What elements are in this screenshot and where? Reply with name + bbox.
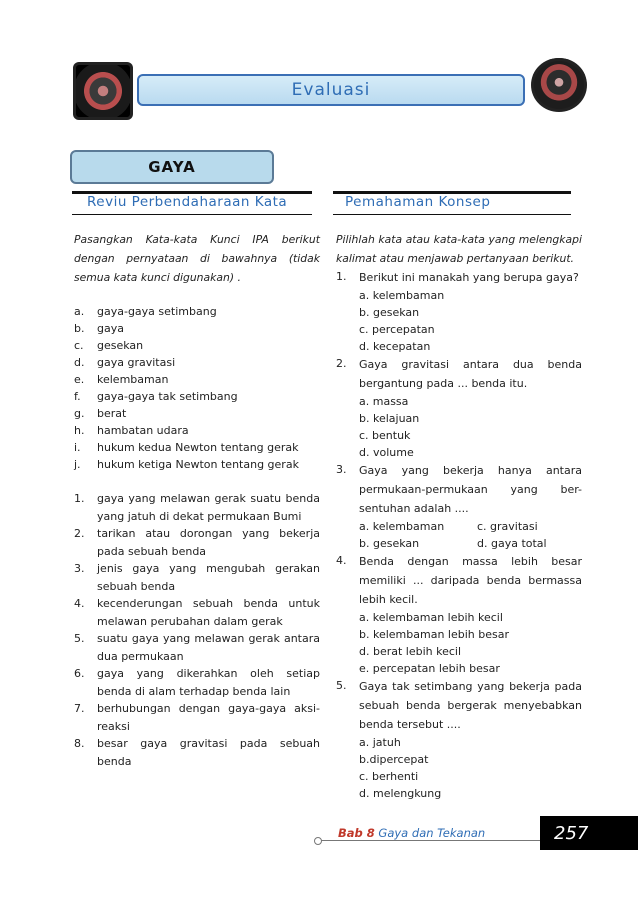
list-item: 8. besar gaya gravitasi pada sebuah benda [74,737,320,768]
list-item: c. gesekan [74,339,144,352]
option: b. gesekan [359,537,420,550]
list-item: i. hukum kedua Newton tentang gerak [74,441,299,454]
option: c. gravitasi [477,520,538,533]
footer-dot-icon [314,837,322,845]
page-number-box [540,816,638,850]
option: d. volume [359,446,414,459]
list-item: 4. kecenderungan sebuah benda untuk melawan perubahan dalam gerak [74,597,320,628]
list-item: 6. gaya yang dikerahkan oleh setiap benda di alam terhadap benda lain [74,667,320,698]
right-intro: Pilihlah kata atau kata-kata yang melengkapi kalimat atau menjawab pertanyaan berikut. [336,233,582,265]
option: b. kelembaman lebih besar [359,628,509,641]
option: b. kelajuan [359,412,420,425]
question-item: 3. Gaya yang bekerja hanya antara permukaan-permukaan yang ber-sentuhan adalah .... a. kelembaman c. gravitasi b. gesekan d. gaya total [336,461,582,552]
list-item: b. gaya [74,322,124,335]
option: d. berat lebih kecil [359,645,462,658]
option: a. kelembaman lebih kecil [359,611,503,624]
option: d. kecepatan [359,340,431,353]
option: a. kelembaman [359,289,445,302]
option: c. bentuk [359,429,411,442]
footer-rule [318,840,540,841]
footer-chapter [338,826,485,840]
list-item: a. gaya-gaya setimbang [74,305,217,318]
gear-logo-left-icon [73,62,133,120]
list-item: d. gaya gravitasi [74,356,176,369]
list-item: 1. gaya yang melawan gerak suatu benda yang jatuh di dekat permukaan Bumi [74,492,320,523]
option: b. gesekan [359,306,420,319]
questions-list [336,268,582,802]
list-item: j. hukum ketiga Newton tentang gerak [74,458,299,471]
option: d. melengkung [359,787,442,800]
gear-logo-right-icon [531,58,587,112]
question-item: 4. Benda dengan massa lebih besar memiliki ... daripada benda bermassa lebih kecil. a. kelembaman lebih kecil b. kelembaman lebih besar d. berat lebih kecil e. percepatan lebih besar [336,554,582,675]
right-heading-rule-bottom [333,214,571,215]
list-item: h. hambatan udara [74,424,189,437]
right-section-heading: Pemahaman Konsep [345,194,491,210]
list-item: 7. berhubungan dengan gaya-gaya aksi-reaksi [74,702,320,733]
list-item: 2. tarikan atau dorongan yang bekerja pada sebuah benda [74,527,320,558]
question-item: 2. Gaya gravitasi antara dua benda bergantung pada ... benda itu. a. massa b. kelajuan c. bentuk d. volume [336,357,582,459]
left-heading-rule-bottom [72,214,312,215]
option: c. percepatan [359,323,435,336]
list-item: 5. suatu gaya yang melawan gerak antara dua permukaan [74,632,320,663]
left-heading-rule-top [72,191,312,194]
list-item: g. berat [74,407,127,420]
definitions-list [74,490,320,770]
list-item: e. kelembaman [74,373,169,386]
evaluasi-banner [137,74,525,106]
right-heading-rule-top [333,191,571,194]
left-section-heading: Reviu Perbendaharaan Kata [87,194,288,210]
option: d. gaya total [477,537,547,550]
footer-title: Gaya dan Tekanan [378,826,486,840]
question-item: 1. Berikut ini manakah yang berupa gaya? a. kelembaman b. gesekan c. percepatan d. kecepatan [336,268,582,355]
chapter-title: GAYA [148,158,196,176]
list-item: f. gaya-gaya tak setimbang [74,390,238,403]
chapter-title-box [70,150,274,184]
option: e. percepatan lebih besar [359,662,500,675]
page-number: 257 [554,822,589,844]
terms-list [74,303,320,473]
option: a. massa [359,395,409,408]
list-item: 3. jenis gaya yang mengubah gerakan sebuah benda [74,562,320,593]
option: c. berhenti [359,770,419,783]
question-item: 5. Gaya tak setimbang yang bekerja pada sebuah benda bergerak menyebabkan benda tersebut .... a. jatuh b.dipercepat c. berhenti d. melengkung [336,679,582,800]
option: a. kelembaman [359,520,445,533]
option: a. jatuh [359,736,401,749]
option: b.dipercepat [359,753,429,766]
footer-bab: Bab 8 [338,826,375,840]
left-intro: Pasangkan Kata-kata Kunci IPA berikut dengan pernyataan di bawahnya (tidak semua kata kunci digunakan) . [74,233,320,284]
banner-title: Evaluasi [291,80,371,100]
